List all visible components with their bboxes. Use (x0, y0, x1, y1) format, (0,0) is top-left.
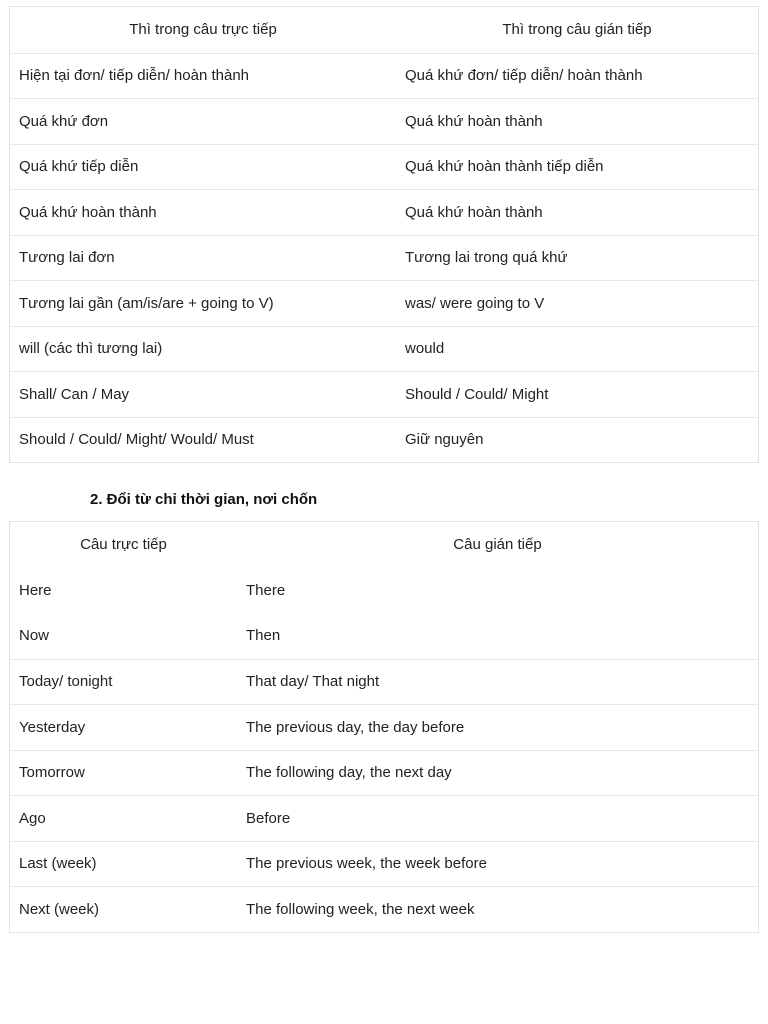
table-row (10, 371, 758, 417)
direct-tense-cell: Should / Could/ Might/ Would/ Must (19, 431, 254, 449)
table-row (10, 53, 758, 99)
indirect-word-cell: Before (246, 809, 291, 827)
direct-tense-cell: Shall/ Can / May (19, 385, 130, 403)
direct-tense-cell: Hiện tại đơn/ tiếp diễn/ hoàn thành (19, 67, 250, 85)
table-row (10, 841, 758, 887)
table-row (10, 704, 758, 750)
indirect-tense-cell: Should / Could/ Might (405, 385, 549, 403)
indirect-tense-cell: Tương lai trong quá khứ (405, 249, 568, 267)
indirect-word-cell: The previous day, the day before (246, 718, 465, 736)
indirect-word-cell: That day/ That night (246, 673, 380, 691)
time-place-conversion-table (9, 521, 759, 933)
indirect-tense-cell: Giữ nguyên (405, 431, 484, 449)
indirect-word-cell: The previous week, the week before (246, 855, 487, 873)
direct-tense-cell: Quá khứ tiếp diễn (19, 158, 139, 176)
table-row (10, 750, 758, 796)
indirect-word-cell: There (246, 581, 286, 599)
table-header-row (10, 522, 758, 568)
indirect-word-cell: Then (246, 627, 281, 645)
indirect-tense-cell: would (405, 340, 445, 358)
indirect-tense-cell: Quá khứ đơn/ tiếp diễn/ hoàn thành (405, 67, 643, 85)
table-row (10, 417, 758, 463)
indirect-word-cell: The following day, the next day (246, 764, 452, 782)
indirect-word-cell: The following week, the next week (246, 900, 475, 918)
direct-tense-cell: Tương lai đơn (19, 249, 115, 267)
table-row (10, 144, 758, 190)
column-header-direct-speech: Câu trực tiếp (80, 536, 167, 554)
table-header-row (10, 7, 758, 53)
table-row (10, 280, 758, 326)
direct-tense-cell: Quá khứ hoàn thành (19, 203, 157, 221)
section-heading: 2. Đổi từ chỉ thời gian, nơi chốn (90, 491, 318, 508)
direct-tense-cell: Tương lai gần (am/is/are + going to V) (19, 294, 274, 312)
direct-word-cell: Ago (19, 809, 46, 827)
column-header-indirect-speech: Câu gián tiếp (453, 536, 542, 554)
table-row (10, 235, 758, 281)
indirect-tense-cell: Quá khứ hoàn thành (405, 112, 543, 130)
direct-word-cell: Last (week) (19, 855, 97, 873)
table-row (10, 568, 758, 614)
direct-word-cell: Yesterday (19, 718, 86, 736)
column-header-direct-tense: Thì trong câu trực tiếp (129, 21, 277, 39)
table-row (10, 886, 758, 932)
direct-word-cell: Next (week) (19, 900, 100, 918)
table-row (10, 613, 758, 659)
indirect-tense-cell: Quá khứ hoàn thành (405, 203, 543, 221)
column-header-indirect-tense: Thì trong câu gián tiếp (502, 21, 652, 39)
table-row (10, 326, 758, 372)
tense-conversion-table (9, 6, 759, 463)
indirect-tense-cell: was/ were going to V (405, 294, 545, 312)
table-row (10, 659, 758, 705)
direct-tense-cell: will (các thì tương lai) (19, 340, 163, 358)
table-row (10, 189, 758, 235)
table-row (10, 795, 758, 841)
direct-word-cell: Now (19, 627, 50, 645)
indirect-tense-cell: Quá khứ hoàn thành tiếp diễn (405, 158, 604, 176)
direct-word-cell: Tomorrow (19, 764, 85, 782)
table-row (10, 98, 758, 144)
direct-word-cell: Here (19, 581, 52, 599)
direct-tense-cell: Quá khứ đơn (19, 112, 109, 130)
direct-word-cell: Today/ tonight (19, 673, 113, 691)
